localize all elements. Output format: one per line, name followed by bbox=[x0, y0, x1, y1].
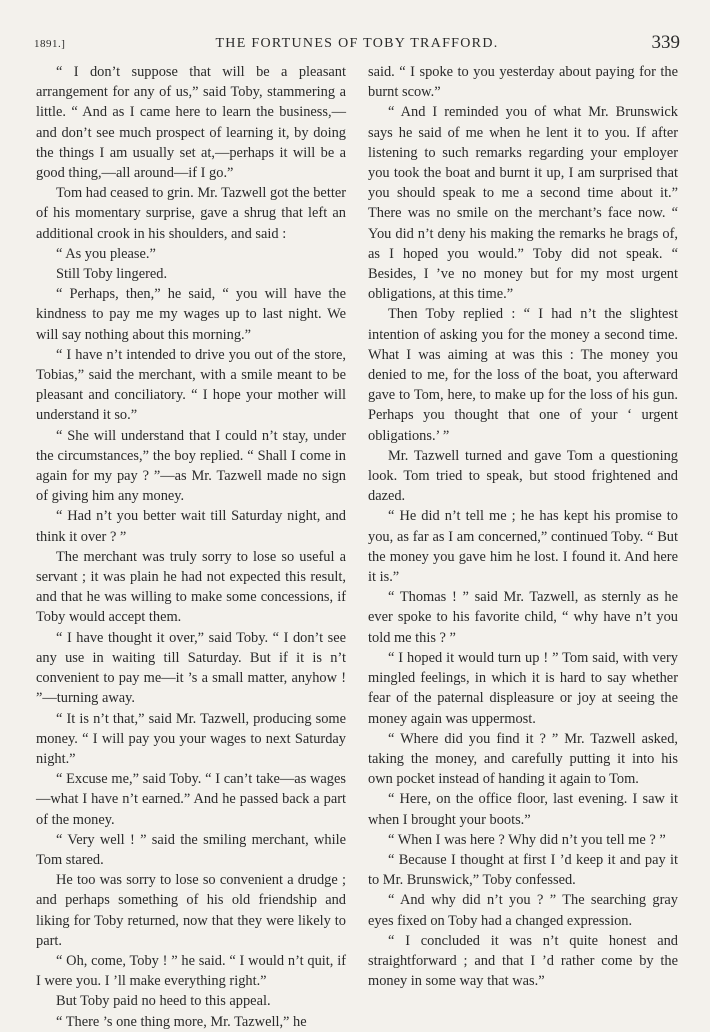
paragraph: “ Oh, come, Toby ! ” he said. “ I would n’t quit, if I were you. I ’ll make everything right.” bbox=[36, 952, 346, 990]
paragraph: Mr. Tazwell turned and gave Tom a questioning look. Tom tried to speak, but stood frightened and dazed. bbox=[368, 447, 678, 505]
paragraph: “ When I was here ? Why did n’t you tell me ? ” bbox=[388, 831, 666, 848]
header-date: 1891.] bbox=[34, 38, 66, 50]
paragraph: “ I have thought it over,” said Toby. “ I don’t see any use in waiting till Saturday. But if it is n’t convenient to pay me—it ’s a small matter, anyhow ! ”—turning away. bbox=[36, 629, 346, 707]
paragraph: “ Thomas ! ” said Mr. Tazwell, as sternly as he ever spoke to his favorite child, “ why have n’t you told me this ? ” bbox=[368, 589, 678, 646]
page-number: 339 bbox=[651, 32, 680, 53]
paragraph: “ I hoped it would turn up ! ” Tom said, with very mingled feelings, in which it is hard to say whether fear of the paternal displeasure or joy at seeing the money again was uppermost. bbox=[368, 649, 678, 727]
paragraph: “ Excuse me,” said Toby. “ I can’t take—as wages—what I have n’t earned.” And he passed back a part of the money. bbox=[36, 771, 346, 828]
paragraph: “ I concluded it was n’t quite honest and straightforward ; and that I ’d rather come by the money in some way that was.” bbox=[368, 932, 678, 990]
paragraph: “ Because I thought at first I ’d keep it and pay it to Mr. Brunswick,” Toby confessed. bbox=[368, 851, 678, 889]
running-title: THE FORTUNES OF TOBY TRAFFORD. bbox=[215, 36, 499, 51]
running-header bbox=[34, 32, 680, 62]
paragraph: said. “ I spoke to you yesterday about paying for the burnt scow.” bbox=[368, 64, 678, 101]
paragraph: The merchant was truly sorry to lose so useful a servant ; it was plain he had not expected this result, and that he was willing to make some concessions, if Toby would accept them. bbox=[36, 548, 346, 626]
paragraph: “ Had n’t you better wait till Saturday night, and think it over ? ” bbox=[36, 508, 346, 545]
paragraph: “ And why did n’t you ? ” The searching gray eyes fixed on Toby had a changed expression. bbox=[368, 892, 678, 929]
paragraph: Still Toby lingered. bbox=[56, 266, 168, 283]
paragraph: Tom had ceased to grin. Mr. Tazwell got the better of his momentary surprise, gave a shrug that left an additional crook in his shoulders, and said : bbox=[36, 185, 346, 242]
paragraph: “ He did n’t tell me ; he has kept his promise to you, as far as I am concerned,” continued Toby. “ But the money you gave him he lost. I found it. And here it is.” bbox=[368, 508, 678, 586]
paragraph: “ I have n’t intended to drive you out of the store, Tobias,” said the merchant, with a smile meant to be pleasant and conciliatory. “ I hope your mother will understand it so.” bbox=[36, 346, 346, 424]
left-column bbox=[36, 62, 346, 1032]
paragraph: “ Perhaps, then,” he said, “ you will have the kindness to pay me my wages up to last night. We will say nothing about this morning.” bbox=[36, 286, 346, 343]
paragraph: Then Toby replied : “ I had n’t the slightest intention of asking you for the money a second time. What I was aiming at was this : The money you denied to me, for the loss of the boat, you afterward gave to Tom, here, to make up for the loss of his gun. Perhaps you thought that one of your ‘ urgent obligations.’ ” bbox=[368, 306, 678, 444]
paragraph: “ She will understand that I could n’t stay, under the circumstances,” the boy replied. “ Shall I come in again for my pay ? ”—as Mr. Tazwell made no sign of giving him any money. bbox=[36, 427, 346, 505]
paragraph: “ It is n’t that,” said Mr. Tazwell, producing some money. “ I will pay you your wages to next Saturday night.” bbox=[36, 710, 346, 767]
paragraph: “ And I reminded you of what Mr. Brunswick says he said of me when he lent it to you. If after listening to such remarks regarding your employer you took the boat and burnt it up, I am surprised that you should speak to me a second time about it.” There was no smile on the merchant’s face now. “ You did n’t deny his making the remarks he brags of, as I hoped you would.” Toby did not speak. “ Besides, I ’ve no money but for my most urgent obligations, at this time.” bbox=[368, 104, 678, 303]
paragraph: “ There ’s one thing more, Mr. Tazwell,” he bbox=[56, 1013, 307, 1030]
paragraph: “ As you please.” bbox=[56, 245, 156, 262]
paragraph: But Toby paid no heed to this appeal. bbox=[56, 993, 271, 1010]
right-column bbox=[368, 62, 678, 991]
paragraph: “ Very well ! ” said the smiling merchant, while Tom stared. bbox=[36, 831, 346, 868]
paragraph: “ Where did you find it ? ” Mr. Tazwell asked, taking the money, and carefully putting it into his own pocket instead of handing it again to Tom. bbox=[368, 730, 678, 788]
paragraph: “ I don’t suppose that will be a pleasant arrangement for any of us,” said Toby, stammering a little. “ And as I came here to learn the business,—and don’t see much prospect of learning it, by doing the things I am usually set at,—perhaps it will be a good thing,—all around—if I go.” bbox=[36, 64, 346, 182]
paragraph: “ Here, on the office floor, last evening. I saw it when I brought your boots.” bbox=[368, 791, 678, 828]
paragraph: He too was sorry to lose so convenient a drudge ; and perhaps something of his old friendship and liking for Toby returned, now that they were likely to part. bbox=[36, 872, 346, 949]
